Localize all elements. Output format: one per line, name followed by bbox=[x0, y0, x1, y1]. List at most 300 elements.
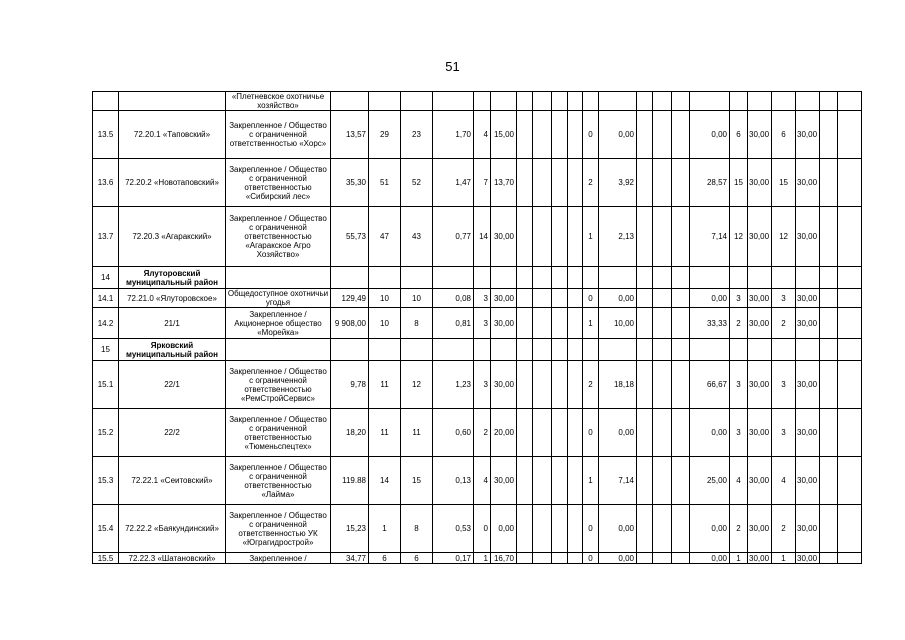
organization: Закрепленное / Общество с ограниченной ответственностью «Тюменьспецтех» bbox=[226, 409, 331, 457]
empty-cell bbox=[672, 457, 690, 505]
empty-cell bbox=[653, 339, 672, 361]
empty-cell bbox=[552, 207, 568, 267]
value-cell: 1,47 bbox=[433, 159, 474, 207]
value-cell: 25,00 bbox=[690, 457, 730, 505]
value-cell: 1 bbox=[474, 553, 491, 564]
value-cell bbox=[369, 339, 401, 361]
value-cell: 6 bbox=[369, 553, 401, 564]
table-row bbox=[93, 207, 862, 267]
value-cell: 1 bbox=[583, 457, 599, 505]
empty-cell bbox=[653, 159, 672, 207]
value-cell: 30,00 bbox=[491, 308, 517, 339]
value-cell: 30,00 bbox=[796, 361, 820, 409]
empty-cell bbox=[653, 207, 672, 267]
table-row bbox=[93, 92, 862, 111]
table-row bbox=[93, 409, 862, 457]
value-cell: 0,00 bbox=[690, 553, 730, 564]
value-cell: 2 bbox=[730, 505, 748, 553]
value-cell: 0,00 bbox=[690, 111, 730, 159]
empty-cell bbox=[517, 289, 533, 308]
table-row bbox=[93, 505, 862, 553]
empty-cell bbox=[637, 289, 653, 308]
value-cell: 30,00 bbox=[491, 361, 517, 409]
empty-cell bbox=[552, 267, 568, 289]
empty-cell bbox=[517, 505, 533, 553]
value-cell: 1 bbox=[369, 505, 401, 553]
empty-cell bbox=[568, 505, 583, 553]
row-number: 15 bbox=[93, 339, 119, 361]
value-cell: 2 bbox=[772, 308, 796, 339]
value-cell bbox=[599, 339, 637, 361]
value-cell: 30,00 bbox=[748, 553, 772, 564]
empty-cell bbox=[533, 267, 552, 289]
value-cell: 2 bbox=[583, 159, 599, 207]
area: 9,78 bbox=[331, 361, 369, 409]
value-cell: 0,17 bbox=[433, 553, 474, 564]
area: 34,77 bbox=[331, 553, 369, 564]
value-cell: 33,33 bbox=[690, 308, 730, 339]
empty-cell bbox=[653, 111, 672, 159]
value-cell: 30,00 bbox=[748, 308, 772, 339]
ground-name: Ярковский муниципальный район bbox=[119, 339, 226, 361]
value-cell bbox=[796, 267, 820, 289]
value-cell: 15 bbox=[401, 457, 433, 505]
empty-cell bbox=[672, 159, 690, 207]
empty-cell bbox=[517, 267, 533, 289]
value-cell: 0 bbox=[583, 553, 599, 564]
value-cell: 30,00 bbox=[748, 505, 772, 553]
organization: Закрепленное / Общество с ограниченной ответственностью УК «Юграгидрострой» bbox=[226, 505, 331, 553]
empty-cell bbox=[552, 361, 568, 409]
value-cell: 30,00 bbox=[796, 553, 820, 564]
row-number: 13.5 bbox=[93, 111, 119, 159]
value-cell: 11 bbox=[401, 409, 433, 457]
value-cell: 6 bbox=[730, 111, 748, 159]
ground-name: 72.22.1 «Сеитовский» bbox=[119, 457, 226, 505]
value-cell: 30,00 bbox=[748, 111, 772, 159]
empty-cell bbox=[820, 339, 838, 361]
value-cell: 15 bbox=[730, 159, 748, 207]
empty-cell bbox=[637, 457, 653, 505]
empty-cell bbox=[517, 361, 533, 409]
value-cell bbox=[474, 339, 491, 361]
area bbox=[331, 339, 369, 361]
empty-cell bbox=[568, 92, 583, 111]
value-cell: 1 bbox=[730, 553, 748, 564]
value-cell: 18,18 bbox=[599, 361, 637, 409]
value-cell: 13,70 bbox=[491, 159, 517, 207]
value-cell: 14 bbox=[474, 207, 491, 267]
value-cell: 3 bbox=[772, 361, 796, 409]
value-cell: 30,00 bbox=[748, 289, 772, 308]
value-cell: 12 bbox=[772, 207, 796, 267]
ground-name: 72.20.2 «Новотаповский» bbox=[119, 159, 226, 207]
empty-cell bbox=[568, 159, 583, 207]
empty-cell bbox=[820, 111, 838, 159]
value-cell: 0,60 bbox=[433, 409, 474, 457]
empty-cell bbox=[672, 553, 690, 564]
area: 129,49 bbox=[331, 289, 369, 308]
empty-cell bbox=[568, 308, 583, 339]
organization: Закрепленное / Общество с ограниченной ответственностью «РемСтройСервис» bbox=[226, 361, 331, 409]
organization bbox=[226, 339, 331, 361]
empty-cell bbox=[672, 267, 690, 289]
empty-cell bbox=[533, 159, 552, 207]
value-cell bbox=[491, 92, 517, 111]
empty-cell bbox=[533, 409, 552, 457]
empty-cell bbox=[672, 308, 690, 339]
row-number: 15.4 bbox=[93, 505, 119, 553]
area: 35,30 bbox=[331, 159, 369, 207]
empty-cell bbox=[517, 339, 533, 361]
area bbox=[331, 92, 369, 111]
row-number: 13.6 bbox=[93, 159, 119, 207]
value-cell bbox=[369, 267, 401, 289]
empty-cell bbox=[637, 409, 653, 457]
organization: «Плетневское охотничье хозяйство» bbox=[226, 92, 331, 111]
empty-cell bbox=[568, 553, 583, 564]
organization: Общедоступное охотничьи угодья bbox=[226, 289, 331, 308]
empty-cell bbox=[838, 267, 862, 289]
value-cell: 4 bbox=[474, 111, 491, 159]
value-cell: 7,14 bbox=[599, 457, 637, 505]
empty-cell bbox=[533, 339, 552, 361]
value-cell: 12 bbox=[730, 207, 748, 267]
value-cell: 20,00 bbox=[491, 409, 517, 457]
value-cell bbox=[433, 92, 474, 111]
empty-cell bbox=[820, 207, 838, 267]
value-cell: 2 bbox=[474, 409, 491, 457]
empty-cell bbox=[653, 361, 672, 409]
value-cell bbox=[748, 267, 772, 289]
empty-cell bbox=[552, 457, 568, 505]
empty-cell bbox=[637, 207, 653, 267]
value-cell bbox=[599, 92, 637, 111]
value-cell bbox=[772, 339, 796, 361]
value-cell: 30,00 bbox=[748, 457, 772, 505]
value-cell bbox=[772, 92, 796, 111]
value-cell bbox=[491, 339, 517, 361]
empty-cell bbox=[653, 308, 672, 339]
organization: Закрепленное / bbox=[226, 553, 331, 564]
empty-cell bbox=[672, 111, 690, 159]
row-number: 13.7 bbox=[93, 207, 119, 267]
value-cell: 0,00 bbox=[599, 111, 637, 159]
row-number: 15.1 bbox=[93, 361, 119, 409]
value-cell bbox=[599, 267, 637, 289]
empty-cell bbox=[653, 553, 672, 564]
empty-cell bbox=[637, 361, 653, 409]
value-cell: 15,00 bbox=[491, 111, 517, 159]
empty-cell bbox=[820, 553, 838, 564]
empty-cell bbox=[653, 457, 672, 505]
page-number: 51 bbox=[445, 59, 460, 74]
value-cell: 11 bbox=[369, 361, 401, 409]
value-cell bbox=[401, 339, 433, 361]
value-cell: 30,00 bbox=[491, 207, 517, 267]
value-cell: 10 bbox=[369, 289, 401, 308]
empty-cell bbox=[517, 457, 533, 505]
row-number: 15.3 bbox=[93, 457, 119, 505]
value-cell bbox=[796, 92, 820, 111]
empty-cell bbox=[533, 457, 552, 505]
value-cell: 0,53 bbox=[433, 505, 474, 553]
value-cell: 30,00 bbox=[796, 409, 820, 457]
value-cell: 0 bbox=[474, 505, 491, 553]
value-cell bbox=[583, 92, 599, 111]
empty-cell bbox=[533, 308, 552, 339]
area: 18,20 bbox=[331, 409, 369, 457]
value-cell bbox=[491, 267, 517, 289]
empty-cell bbox=[838, 289, 862, 308]
value-cell: 3 bbox=[474, 289, 491, 308]
empty-cell bbox=[653, 267, 672, 289]
value-cell: 30,00 bbox=[491, 289, 517, 308]
value-cell: 3,92 bbox=[599, 159, 637, 207]
empty-cell bbox=[672, 361, 690, 409]
row-number: 15.5 bbox=[93, 553, 119, 564]
empty-cell bbox=[672, 505, 690, 553]
empty-cell bbox=[517, 207, 533, 267]
value-cell bbox=[583, 267, 599, 289]
row-number: 14 bbox=[93, 267, 119, 289]
value-cell: 11 bbox=[369, 409, 401, 457]
value-cell: 0,00 bbox=[599, 409, 637, 457]
value-cell: 0,00 bbox=[599, 553, 637, 564]
value-cell: 0,08 bbox=[433, 289, 474, 308]
empty-cell bbox=[533, 361, 552, 409]
value-cell: 0,00 bbox=[690, 289, 730, 308]
empty-cell bbox=[820, 308, 838, 339]
ground-name: 72.21.0 «Ялуторовское» bbox=[119, 289, 226, 308]
empty-cell bbox=[820, 289, 838, 308]
empty-cell bbox=[533, 289, 552, 308]
value-cell: 3 bbox=[772, 409, 796, 457]
empty-cell bbox=[838, 207, 862, 267]
empty-cell bbox=[653, 289, 672, 308]
value-cell bbox=[796, 339, 820, 361]
value-cell bbox=[401, 92, 433, 111]
value-cell bbox=[401, 267, 433, 289]
empty-cell bbox=[653, 92, 672, 111]
empty-cell bbox=[568, 339, 583, 361]
value-cell: 0 bbox=[583, 111, 599, 159]
empty-cell bbox=[517, 159, 533, 207]
value-cell: 3 bbox=[730, 409, 748, 457]
value-cell: 16,70 bbox=[491, 553, 517, 564]
empty-cell bbox=[552, 339, 568, 361]
empty-cell bbox=[517, 92, 533, 111]
value-cell: 30,00 bbox=[491, 457, 517, 505]
empty-cell bbox=[533, 92, 552, 111]
value-cell: 30,00 bbox=[748, 207, 772, 267]
value-cell: 12 bbox=[401, 361, 433, 409]
empty-cell bbox=[672, 339, 690, 361]
ground-name: 72.22.2 «Баякундинский» bbox=[119, 505, 226, 553]
value-cell bbox=[474, 267, 491, 289]
empty-cell bbox=[838, 308, 862, 339]
value-cell: 30,00 bbox=[796, 207, 820, 267]
organization: Закрепленное / Акционерное общество «Морейка» bbox=[226, 308, 331, 339]
value-cell: 2 bbox=[730, 308, 748, 339]
value-cell bbox=[690, 267, 730, 289]
row-number bbox=[93, 92, 119, 111]
empty-cell bbox=[552, 289, 568, 308]
table-row bbox=[93, 361, 862, 409]
empty-cell bbox=[820, 159, 838, 207]
empty-cell bbox=[838, 111, 862, 159]
organization: Закрепленное / Общество с ограниченной ответственностью «Лайма» bbox=[226, 457, 331, 505]
empty-cell bbox=[672, 289, 690, 308]
area: 9 908,00 bbox=[331, 308, 369, 339]
empty-cell bbox=[838, 159, 862, 207]
empty-cell bbox=[820, 361, 838, 409]
ground-name bbox=[119, 92, 226, 111]
empty-cell bbox=[568, 267, 583, 289]
organization: Закрепленное / Общество с ограниченной ответственностью «Хорс» bbox=[226, 111, 331, 159]
value-cell bbox=[690, 339, 730, 361]
value-cell: 1,70 bbox=[433, 111, 474, 159]
value-cell: 3 bbox=[474, 361, 491, 409]
organization: Закрепленное / Общество с ограниченной ответственностью «Сибирский лес» bbox=[226, 159, 331, 207]
table-row bbox=[93, 457, 862, 505]
empty-cell bbox=[838, 457, 862, 505]
value-cell: 0,00 bbox=[599, 505, 637, 553]
row-number: 14.2 bbox=[93, 308, 119, 339]
value-cell: 10 bbox=[401, 289, 433, 308]
area: 15,23 bbox=[331, 505, 369, 553]
area: 13,57 bbox=[331, 111, 369, 159]
value-cell: 0,00 bbox=[491, 505, 517, 553]
ground-name: 21/1 bbox=[119, 308, 226, 339]
table-row bbox=[93, 267, 862, 289]
area: 55,73 bbox=[331, 207, 369, 267]
value-cell bbox=[748, 339, 772, 361]
empty-cell bbox=[637, 553, 653, 564]
value-cell bbox=[730, 339, 748, 361]
row-number: 14.1 bbox=[93, 289, 119, 308]
value-cell bbox=[433, 267, 474, 289]
value-cell: 6 bbox=[401, 553, 433, 564]
value-cell bbox=[433, 339, 474, 361]
empty-cell bbox=[672, 409, 690, 457]
empty-cell bbox=[552, 505, 568, 553]
value-cell: 30,00 bbox=[796, 308, 820, 339]
value-cell: 29 bbox=[369, 111, 401, 159]
area: 119.88 bbox=[331, 457, 369, 505]
value-cell: 1 bbox=[583, 207, 599, 267]
empty-cell bbox=[637, 505, 653, 553]
value-cell: 47 bbox=[369, 207, 401, 267]
value-cell bbox=[369, 92, 401, 111]
empty-cell bbox=[533, 505, 552, 553]
hunting-grounds-table bbox=[92, 91, 862, 564]
empty-cell bbox=[838, 339, 862, 361]
empty-cell bbox=[568, 207, 583, 267]
value-cell: 3 bbox=[730, 289, 748, 308]
value-cell: 2 bbox=[583, 361, 599, 409]
empty-cell bbox=[552, 308, 568, 339]
organization bbox=[226, 267, 331, 289]
empty-cell bbox=[820, 267, 838, 289]
value-cell bbox=[730, 92, 748, 111]
empty-cell bbox=[517, 308, 533, 339]
empty-cell bbox=[552, 92, 568, 111]
empty-cell bbox=[838, 92, 862, 111]
value-cell: 30,00 bbox=[796, 159, 820, 207]
empty-cell bbox=[517, 553, 533, 564]
value-cell: 0,00 bbox=[690, 505, 730, 553]
value-cell: 66,67 bbox=[690, 361, 730, 409]
value-cell: 0 bbox=[583, 409, 599, 457]
ground-name: 72.20.3 «Агаракский» bbox=[119, 207, 226, 267]
value-cell: 51 bbox=[369, 159, 401, 207]
value-cell: 7,14 bbox=[690, 207, 730, 267]
ground-name: Ялуторовский муниципальный район bbox=[119, 267, 226, 289]
value-cell: 10 bbox=[369, 308, 401, 339]
value-cell: 1 bbox=[772, 553, 796, 564]
value-cell: 0,13 bbox=[433, 457, 474, 505]
organization: Закрепленное / Общество с ограниченной ответственностью «Агаракское Агро Хозяйство» bbox=[226, 207, 331, 267]
value-cell bbox=[748, 92, 772, 111]
ground-name: 72.20.1 «Таповский» bbox=[119, 111, 226, 159]
ground-name: 22/2 bbox=[119, 409, 226, 457]
empty-cell bbox=[637, 339, 653, 361]
value-cell: 2,13 bbox=[599, 207, 637, 267]
value-cell: 4 bbox=[730, 457, 748, 505]
empty-cell bbox=[517, 111, 533, 159]
value-cell: 0 bbox=[583, 505, 599, 553]
empty-cell bbox=[672, 207, 690, 267]
value-cell: 7 bbox=[474, 159, 491, 207]
value-cell: 6 bbox=[772, 111, 796, 159]
empty-cell bbox=[533, 553, 552, 564]
empty-cell bbox=[838, 361, 862, 409]
value-cell bbox=[583, 339, 599, 361]
empty-cell bbox=[568, 111, 583, 159]
value-cell: 30,00 bbox=[748, 159, 772, 207]
value-cell: 0,00 bbox=[599, 289, 637, 308]
value-cell: 1,23 bbox=[433, 361, 474, 409]
ground-name: 72.22.3 «Шатановский» bbox=[119, 553, 226, 564]
empty-cell bbox=[820, 457, 838, 505]
value-cell: 14 bbox=[369, 457, 401, 505]
value-cell: 0,77 bbox=[433, 207, 474, 267]
empty-cell bbox=[637, 111, 653, 159]
value-cell: 0,00 bbox=[690, 409, 730, 457]
empty-cell bbox=[533, 207, 552, 267]
empty-cell bbox=[552, 553, 568, 564]
value-cell: 15 bbox=[772, 159, 796, 207]
table-row bbox=[93, 289, 862, 308]
empty-cell bbox=[637, 159, 653, 207]
value-cell: 43 bbox=[401, 207, 433, 267]
value-cell: 30,00 bbox=[748, 361, 772, 409]
row-number: 15.2 bbox=[93, 409, 119, 457]
value-cell: 8 bbox=[401, 505, 433, 553]
value-cell: 1 bbox=[583, 308, 599, 339]
empty-cell bbox=[552, 409, 568, 457]
empty-cell bbox=[637, 308, 653, 339]
value-cell: 30,00 bbox=[748, 409, 772, 457]
empty-cell bbox=[637, 267, 653, 289]
value-cell: 3 bbox=[474, 308, 491, 339]
area bbox=[331, 267, 369, 289]
table-row bbox=[93, 308, 862, 339]
empty-cell bbox=[552, 159, 568, 207]
value-cell: 52 bbox=[401, 159, 433, 207]
value-cell: 30,00 bbox=[796, 457, 820, 505]
